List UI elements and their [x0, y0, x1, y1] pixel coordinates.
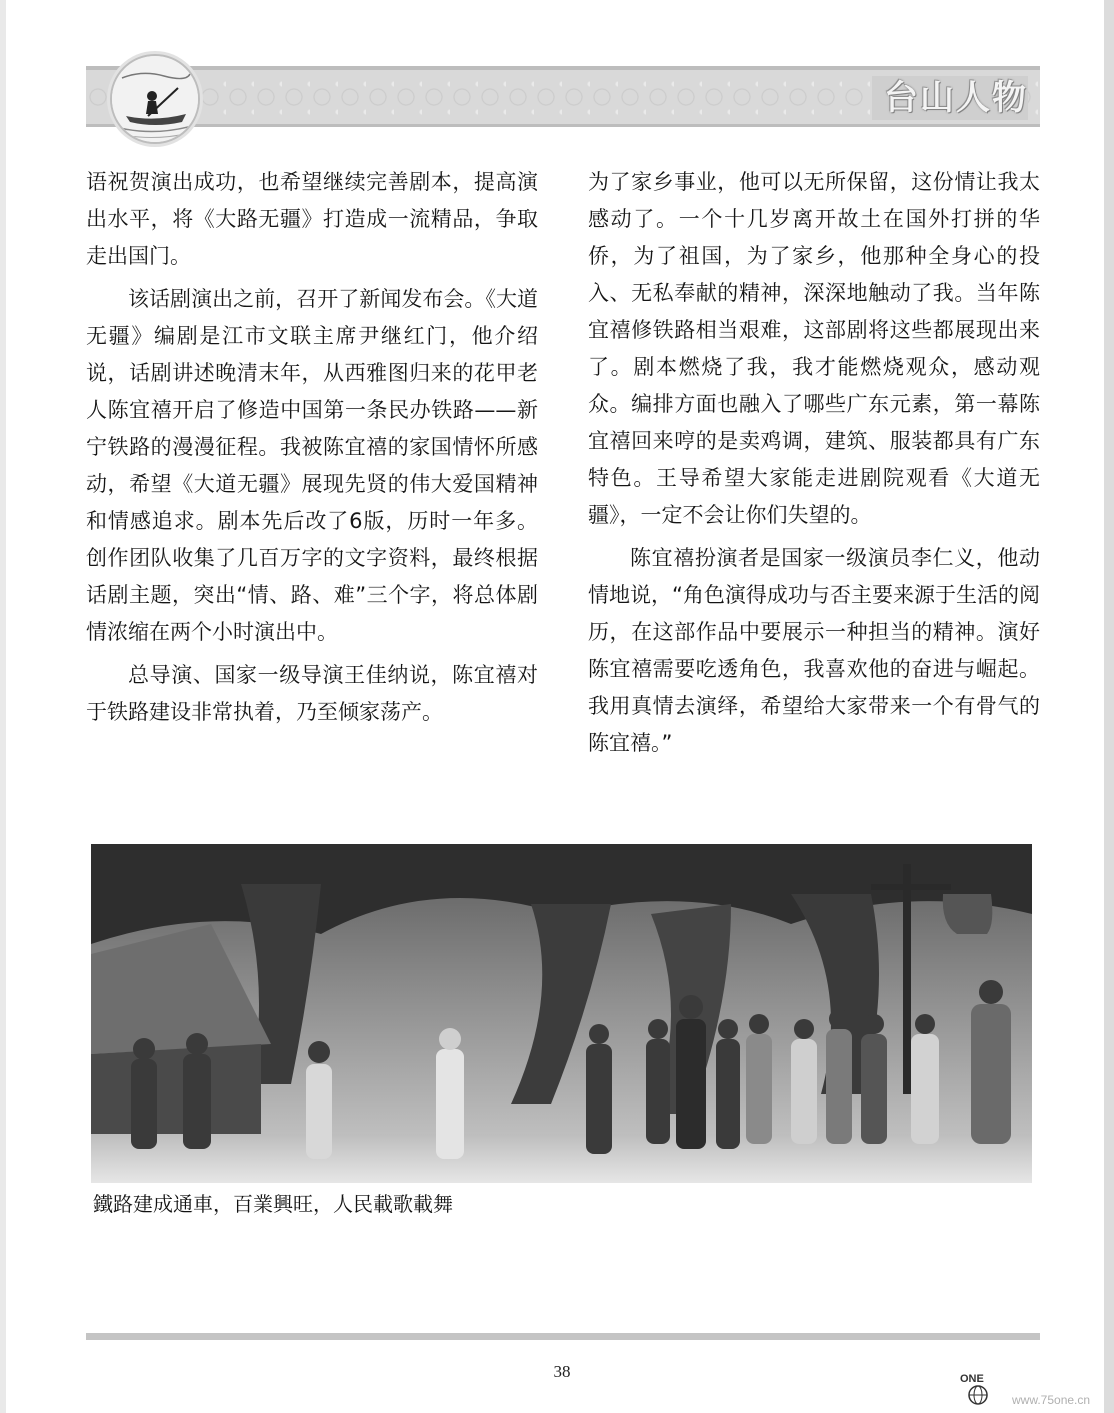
paragraph: 陈宜禧扮演者是国家一级演员李仁义，他动情地说，“角色演得成功与否主要来源于生活的阅历，在这部作品中要展示一种担当的精神。演好陈宜禧需要吃透角色，我喜欢他的奋进与崛起。我用真情去演绎，希望给大家带来一个有骨气的陈宜禧。” [588, 546, 1040, 755]
left-column [86, 164, 538, 731]
svg-text:ONE: ONE [960, 1373, 984, 1385]
page-number: 38 [553, 1362, 571, 1381]
footer-rule [86, 1333, 1040, 1340]
section-title: 台山人物 [872, 76, 1028, 120]
right-column [588, 164, 1040, 762]
stage-photo [91, 844, 1032, 1183]
paragraph: 语祝贺演出成功，也希望继续完善剧本，提高演出水平，将《大路无疆》打造成一流精品，争取走出国门。 [86, 170, 538, 268]
header-strip-bottom [86, 124, 1040, 127]
watermark-url: www.75one.cn [1012, 1393, 1091, 1407]
paragraph: 总导演、国家一级导演王佳纳说，陈宜禧对于铁路建设非常执着，乃至倾家荡产。 [86, 663, 538, 724]
fisherman-boat-logo-icon [110, 54, 200, 144]
photo-caption: 鐵路建成通車，百業興旺，人民載歌載舞 [93, 1192, 453, 1216]
paragraph: 该话剧演出之前，召开了新闻发布会。《大道无疆》编剧是江市文联主席尹继红门，他介绍说，话剧讲述晚清末年，从西雅图归来的花甲老人陈宜禧开启了修造中国第一条民办铁路——新宁铁路的漫漫征程。我被陈宜禧的家国情怀所感动，希望《大道无疆》展现先贤的伟大爱国精神和情感追求。剧本先后改了6版，历时一年多。创作团队收集了几百万字的文字资料，最终根据话剧主题，突出“情、路、难”三个字，将总体剧情浓缩在两个小时演出中。 [86, 287, 538, 644]
paragraph: 为了家乡事业，他可以无所保留，这份情让我太感动了。一个十几岁离开故土在国外打拼的华侨，为了祖国，为了家乡，他那种全身心的投入、无私奉献的精神，深深地触动了我。当年陈宜禧修铁路相当艰难，这部剧将这些都展现出来了。剧本燃烧了我，我才能燃烧观众，感动观众。编排方面也融入了哪些广东元素，第一幕陈宜禧回来哼的是卖鸡调，建筑、服装都具有广东特色。王导希望大家能走进剧院观看《大道无疆》，一定不会让你们失望的。 [588, 170, 1040, 527]
